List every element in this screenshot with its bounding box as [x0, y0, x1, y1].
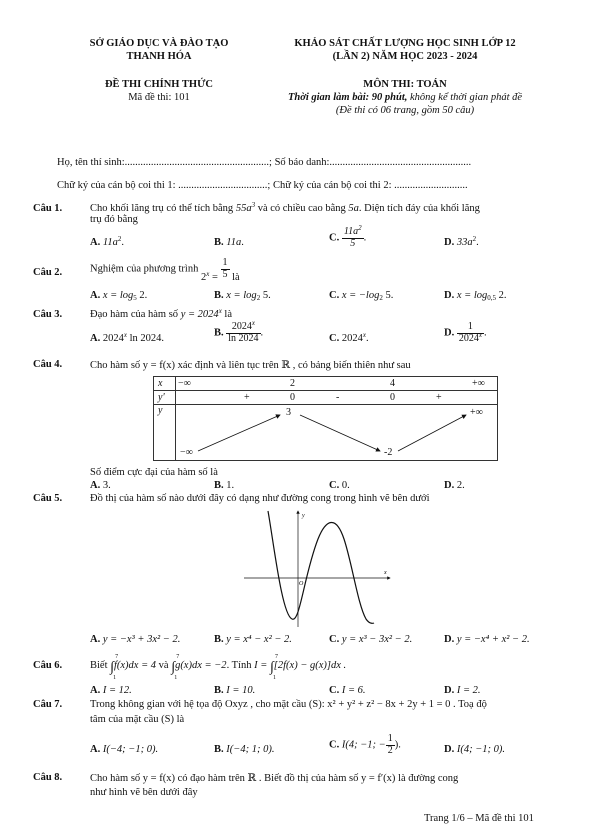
q2-text-main: Nghiệm của phương trình [90, 263, 199, 275]
q3-option-b[interactable]: B. $\frac{2024^x}{\ln 2024}$ . [214, 319, 264, 344]
q1-volume [236, 203, 255, 214]
q3-a-val: 2024 [102, 333, 124, 344]
q2-number: Câu 2. [33, 267, 63, 278]
q1-c-fraction [342, 224, 364, 249]
q7-c-letter: C. [329, 739, 340, 751]
official-label: ĐỀ THI CHÍNH THỨC [104, 79, 214, 90]
q1-a-val: 11a [102, 237, 118, 248]
subject: MÔN THI: TOÁN [363, 79, 447, 90]
q6-option-a[interactable] [90, 685, 132, 696]
q8-line-2: như hình vẽ bên dưới đây [90, 787, 198, 798]
q2-exp: x [206, 270, 210, 279]
q2-d-letter: D. [444, 290, 455, 301]
q2-b-val: x = log [226, 290, 257, 301]
q6-int3-lo: 1 [272, 675, 276, 681]
q7-line-1: Trong không gian với hệ tọa độ Oxyz , cho mặt cầu (S): x² + y² + z² − 8x + 2y + 1 = 0 . Toạ độ [90, 699, 487, 710]
q2-base: 2 [200, 272, 207, 284]
q6-integral-2: ∫ 7 1 [171, 654, 180, 681]
q2-a-val: x = log [102, 290, 134, 301]
time-info [245, 92, 565, 103]
q4-option-b[interactable] [214, 480, 234, 491]
vt-y-neg-inf: −∞ [180, 447, 193, 458]
q3-tail: là [224, 309, 232, 320]
q4-d-letter: D. [444, 480, 455, 491]
q4-a-val: 3. [102, 480, 111, 491]
q7-b-letter: B. [214, 744, 224, 755]
q7-c-den: 2 [387, 744, 393, 756]
q6-d-letter: D. [444, 685, 455, 696]
vt-x-neg-inf: −∞ [178, 378, 191, 389]
page-count: (Đề thi có 06 trang, gồm 50 câu) [335, 105, 475, 116]
q3-b-den: ln 2024 [228, 332, 259, 344]
q6-c-letter: C. [329, 685, 340, 696]
vt-arrow-down [300, 415, 380, 451]
q6-d-val: I = 2. [456, 685, 481, 696]
q3-option-d[interactable]: D. $\frac{1}{2024^x}$ . [444, 321, 487, 344]
q2-c-letter: C. [329, 290, 340, 301]
q5-origin-label: O [299, 581, 304, 587]
q4-d-val: 2. [456, 480, 465, 491]
vt-sign-2: - [336, 392, 340, 403]
q2-option-b[interactable] [214, 290, 271, 301]
q1-a-letter: A. [90, 237, 101, 248]
q7-b-val: I(−4; 1; 0). [226, 744, 275, 755]
q5-a-letter: A. [90, 634, 101, 645]
q5-b-val: y = x⁴ − x² − 2. [226, 634, 292, 645]
q7-a-val: I(−4; −1; 0). [102, 744, 159, 755]
q3-b-fraction [226, 319, 260, 344]
q6-int1-hi: 7 [115, 654, 119, 660]
vt-x-4: 4 [390, 378, 395, 389]
q4-b-val: 1. [226, 480, 235, 491]
vt-yprime-values [176, 391, 498, 405]
q1-c-letter: C. [329, 232, 340, 244]
q2-a-letter: A. [90, 290, 101, 301]
q3-text-main: Đạo hàm của hàm số [90, 309, 179, 320]
vt-sign-3: + [436, 392, 442, 403]
q7-line-2: tâm của mặt cầu (S) là [90, 714, 185, 725]
vt-zero-2: 0 [390, 392, 395, 403]
q6-va: và [158, 660, 169, 671]
q6-tinh: . Tính [226, 660, 252, 671]
q4-c-val: 0. [341, 480, 350, 491]
q7-c-end: ). [394, 739, 401, 751]
q1-b-letter: B. [214, 237, 224, 248]
q2-a-end: 2. [139, 290, 148, 301]
q3-b-num-exp: x [251, 319, 255, 327]
q6-b-letter: B. [214, 685, 224, 696]
vt-arrow-up-1 [198, 415, 280, 451]
q2-option-c[interactable] [329, 290, 393, 301]
q3-c-val: 2024 [341, 333, 363, 344]
q2-option-a[interactable] [90, 290, 147, 301]
q2-b-letter: B. [214, 290, 224, 301]
q2-b-sub: 2 [256, 294, 261, 302]
q3-option-a[interactable] [90, 333, 164, 344]
q6-text [90, 654, 347, 681]
q2-d-sub: 0,5 [487, 294, 497, 302]
q6-a-val: I = 12. [102, 685, 132, 696]
q5-x-label: x [384, 570, 387, 576]
q7-d-letter: D. [444, 744, 455, 755]
q5-graph [240, 505, 400, 630]
q3-d-fraction [457, 322, 484, 344]
q5-option-c[interactable] [329, 634, 412, 645]
q3-d-letter: D. [444, 327, 455, 339]
q3-a-exp: x [123, 331, 127, 339]
exam-title-1: KHẢO SÁT CHẤT LƯỢNG HỌC SINH LỚP 12 [294, 38, 516, 49]
q2-eq: = [211, 272, 218, 284]
q3-d-num: 1 [457, 322, 484, 334]
q1-b-val: 11a [226, 237, 242, 248]
q6-option-c[interactable] [329, 685, 366, 696]
q5-curve [268, 511, 374, 623]
vt-row-y [154, 405, 498, 461]
q6-a-letter: A. [90, 685, 101, 696]
q5-c-val: y = x³ − 3x² − 2. [341, 634, 413, 645]
q2-num: 1 [222, 257, 228, 268]
q1-option-d[interactable]: D. $33a^2$. [444, 235, 479, 248]
q4-question: Số điểm cực đại của hàm số là [90, 467, 218, 478]
q5-option-d[interactable] [444, 634, 530, 645]
vt-yprime-label: y' [154, 391, 176, 405]
q5-option-a[interactable] [90, 634, 180, 645]
q1-d-letter: D. [444, 237, 455, 248]
q3-d-den: 2024 [458, 332, 479, 344]
q4-a-letter: A. [90, 480, 101, 491]
q3-fn: y = 2024 [180, 309, 219, 320]
q6-int2-body: g(x)dx = −2 [175, 660, 227, 671]
q7-option-c[interactable] [329, 734, 401, 756]
q1-option-a[interactable]: A. $11a^2$. [90, 235, 124, 248]
q1-text-d: trụ đó bằng [90, 214, 138, 225]
q7-a-letter: A. [90, 744, 101, 755]
vt-y-label: y [154, 405, 176, 461]
q5-y-label: y [302, 513, 305, 519]
q6-number: Câu 6. [33, 660, 63, 671]
q6-integral-3: ∫ 7 1 [269, 654, 278, 681]
vt-y-values [176, 405, 498, 461]
vt-y-pos-inf: +∞ [470, 407, 483, 418]
vt-arrow-up-2 [398, 415, 466, 451]
q2-fraction [221, 258, 230, 280]
q5-d-val: y = −x⁴ + x² − 2. [456, 634, 530, 645]
q5-a-val: y = −x³ + 3x² − 2. [102, 634, 181, 645]
q7-c-fraction [386, 734, 395, 756]
q1-text-b: và có chiều cao bằng [255, 203, 349, 214]
vt-arrows [176, 405, 496, 461]
q1-number: Câu 1. [33, 203, 63, 214]
q4-b-letter: B. [214, 480, 224, 491]
org-line-2: THANH HÓA [126, 51, 192, 62]
q3-b-letter: B. [214, 327, 224, 339]
q6-int2-lo: 1 [174, 675, 178, 681]
q4-option-a[interactable] [90, 480, 111, 491]
q5-text: Đồ thị của hàm số nào dưới đây có dạng như đường cong trong hình vẽ bên dưới [90, 493, 430, 504]
q3-d-den-exp: x [478, 330, 482, 339]
q5-d-letter: D. [444, 634, 455, 645]
q2-den: 5 [222, 268, 228, 280]
exam-code: Mã đề thi: 101 [128, 92, 190, 103]
supervisor-line: Chữ ký của cán bộ coi thi 1: ..................................; Chữ ký của cán bộ coi thi 2: ............................ [57, 180, 468, 191]
q1-text-a: Cho khối lăng trụ có thể tích bằng [90, 203, 236, 214]
q4-c-letter: C. [329, 480, 340, 491]
q5-b-letter: B. [214, 634, 224, 645]
q6-integral-1: ∫ 7 1 [110, 654, 119, 681]
q1-c-exp: 2 [358, 224, 362, 232]
page-footer: Trang 1/6 – Mã đề thi 101 [424, 813, 534, 824]
q6-int2-hi: 7 [176, 654, 180, 660]
vt-sign-1: + [244, 392, 250, 403]
variation-table [153, 376, 498, 461]
vt-x-values [176, 377, 498, 391]
vt-y-neg-2: -2 [384, 447, 393, 458]
q6-option-b[interactable] [214, 685, 255, 696]
q3-fn-exp: x [218, 307, 222, 315]
q2-a-sub: 5 [133, 294, 137, 302]
q2-b-end: 5. [262, 290, 271, 301]
q7-c-pre: I(4; −1; − [341, 739, 386, 751]
q3-b-num: 2024 [231, 321, 252, 332]
q1-d-val: 33a [456, 237, 473, 248]
time-rest: không kể thời gian phát đề [407, 92, 523, 103]
q6-b-val: I = 10. [226, 685, 256, 696]
q5-option-b[interactable] [214, 634, 292, 645]
q2-option-d[interactable] [444, 290, 507, 301]
vt-y-3: 3 [286, 407, 291, 418]
q4-number: Câu 4. [33, 359, 63, 370]
q2-text [90, 257, 240, 284]
q7-option-a[interactable] [90, 744, 158, 755]
q1-option-b[interactable]: B. 11a. [214, 237, 244, 248]
q7-c-num: 1 [387, 733, 393, 744]
q3-option-c[interactable] [329, 333, 369, 344]
vt-x-label: x [154, 377, 176, 391]
q2-d-val: x = log [456, 290, 488, 301]
exam-title-2: (LẦN 2) NĂM HỌC 2023 - 2024 [332, 51, 478, 62]
q1-vol: 55a [235, 203, 252, 214]
q6-int3-body: [2f(x) − g(x)]dx . [273, 660, 347, 671]
q1-d-exp: 2 [472, 235, 477, 243]
q2-tail: là [232, 272, 240, 284]
q5-number: Câu 5. [33, 493, 63, 504]
time-bold: Thời gian làm bài: 90 phút, [287, 92, 408, 103]
q6-int1-body: f(x)dx = 4 [113, 660, 157, 671]
q2-c-sub: 2 [379, 294, 383, 302]
q7-option-b[interactable] [214, 744, 274, 755]
q4-option-c[interactable] [329, 480, 350, 491]
org-line-1: SỞ GIÁO DỤC VÀ ĐÀO TẠO [89, 38, 229, 49]
q6-c-val: I = 6. [341, 685, 366, 696]
vt-zero-1: 0 [290, 392, 295, 403]
q8-number: Câu 8. [33, 772, 63, 783]
q1-text-c: . Diện tích đáy của khối lăng [358, 203, 480, 214]
q2-c-end: 5. [385, 290, 394, 301]
q1-text [90, 203, 480, 214]
q1-option-c[interactable]: C. $\frac{11a^2}{5}$ . [329, 224, 367, 249]
q3-number: Câu 3. [33, 309, 63, 320]
q1-vol-exp: 3 [251, 201, 256, 209]
vt-row-x [154, 377, 498, 391]
q2-d-end: 2. [498, 290, 507, 301]
q1-a-exp: 2 [117, 235, 122, 243]
candidate-line: Họ, tên thí sinh:.......................................................; Số báo danh:...................................................... [57, 157, 472, 168]
q7-option-d[interactable] [444, 744, 505, 755]
q1-height: 5a [348, 203, 359, 214]
q3-c-exp: x [362, 331, 366, 339]
q2-c-val: x = −log [341, 290, 380, 301]
q7-d-val: I(4; −1; 0). [456, 744, 506, 755]
q3-a-letter: A. [90, 333, 101, 344]
q3-c-letter: C. [329, 333, 340, 344]
q1-c-den: 5 [350, 237, 356, 249]
q6-I: I = [254, 660, 268, 671]
vt-row-yprime [154, 391, 498, 405]
q6-int1-lo: 1 [113, 675, 117, 681]
q6-int3-hi: 7 [274, 654, 278, 660]
q3-a-end: ln 2024. [126, 333, 164, 344]
q4-option-d[interactable] [444, 480, 465, 491]
q8-line-1: Cho hàm số y = f(x) có đạo hàm trên ℝ . Biết đồ thị của hàm số y = f′(x) là đường cong [90, 773, 459, 784]
vt-x-2: 2 [290, 378, 295, 389]
q3-text [90, 309, 232, 320]
q1-c-num: 11a [343, 226, 359, 237]
q2-eq-base [201, 272, 218, 283]
q3-c-end: . [365, 333, 369, 344]
q5-c-letter: C. [329, 634, 340, 645]
q6-biet: Biết [90, 660, 108, 671]
vt-x-pos-inf: +∞ [472, 378, 485, 389]
q6-option-d[interactable] [444, 685, 481, 696]
q7-number: Câu 7. [33, 699, 63, 710]
q4-text: Cho hàm số y = f(x) xác định và liên tục trên ℝ , có bảng biến thiên như sau [90, 360, 411, 371]
